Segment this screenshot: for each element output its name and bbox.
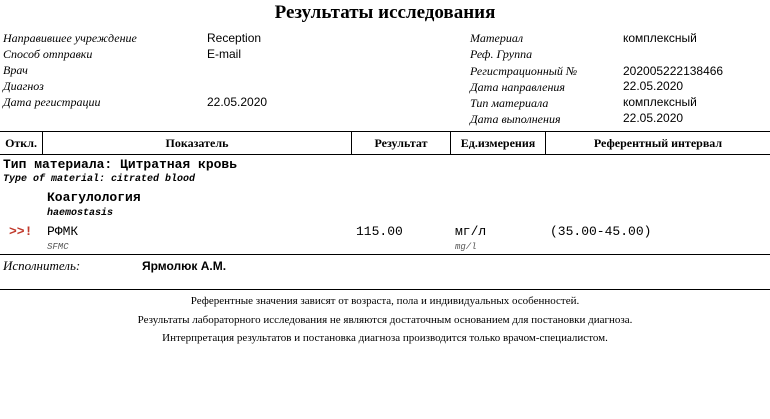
performer-name: Ярмолюк А.М. [142,259,227,273]
delivery-method-value: E-mail [207,47,242,61]
material-type-label: Тип материала [470,96,549,110]
performer-label: Исполнитель: [3,258,81,273]
diagnosis-label: Диагноз [3,79,44,93]
footer-note: Результаты лабораторного исследования не являются достаточным основанием для постановки диагноза. [137,314,633,326]
result-value: 115.00 [356,224,403,239]
results-table-header [0,131,770,155]
footer-note: Референтные значения зависят от возраста, пола и индивидуальных особенностей. [190,295,580,307]
material-type-heading-en: Type of material: citrated blood [3,174,196,185]
divider [0,254,770,255]
footer-note: Интерпретация результатов и постановка диагноза производится только врачом-специалистом. [162,332,608,344]
material-type-heading: Тип материала: Цитратная кровь [3,157,238,172]
unit-value-en: mg/l [455,242,477,252]
deviation-flag: >>! [9,224,33,239]
ref-group-label: Реф. Группа [470,47,533,61]
col-reference-interval: Референтный интервал [546,132,770,155]
referral-date-label: Дата направления [470,80,565,94]
completion-date-label: Дата выполнения [470,112,561,126]
referrer-value: Reception [207,31,262,45]
reference-interval-value: (35.00-45.00) [550,224,652,239]
divider [0,289,770,290]
col-unit: Ед.измерения [451,132,546,155]
material-label: Материал [470,31,524,45]
material-type-value: комплексный [623,95,697,109]
indicator-code: SFMC [47,242,69,252]
col-deviation: Откл. [0,132,43,155]
doctor-label: Врач [3,63,28,77]
registration-number-value: 202005222138466 [623,64,724,78]
section-heading: Коагулология [47,190,141,205]
registration-date-label: Дата регистрации [3,95,101,109]
referrer-label: Направившее учреждение [3,31,137,45]
indicator-name: РФМК [47,224,79,239]
section-heading-en: haemostasis [47,208,114,219]
material-value: комплексный [623,31,697,45]
completion-date-value: 22.05.2020 [623,111,684,125]
col-indicator: Показатель [43,132,352,155]
col-result: Результат [352,132,451,155]
delivery-method-label: Способ отправки [3,47,93,61]
unit-value: мг/л [455,224,487,239]
referral-date-value: 22.05.2020 [623,79,684,93]
registration-date-value: 22.05.2020 [207,95,268,109]
registration-number-label: Регистрационный № [470,64,578,78]
page-title: Результаты исследования [274,2,496,23]
